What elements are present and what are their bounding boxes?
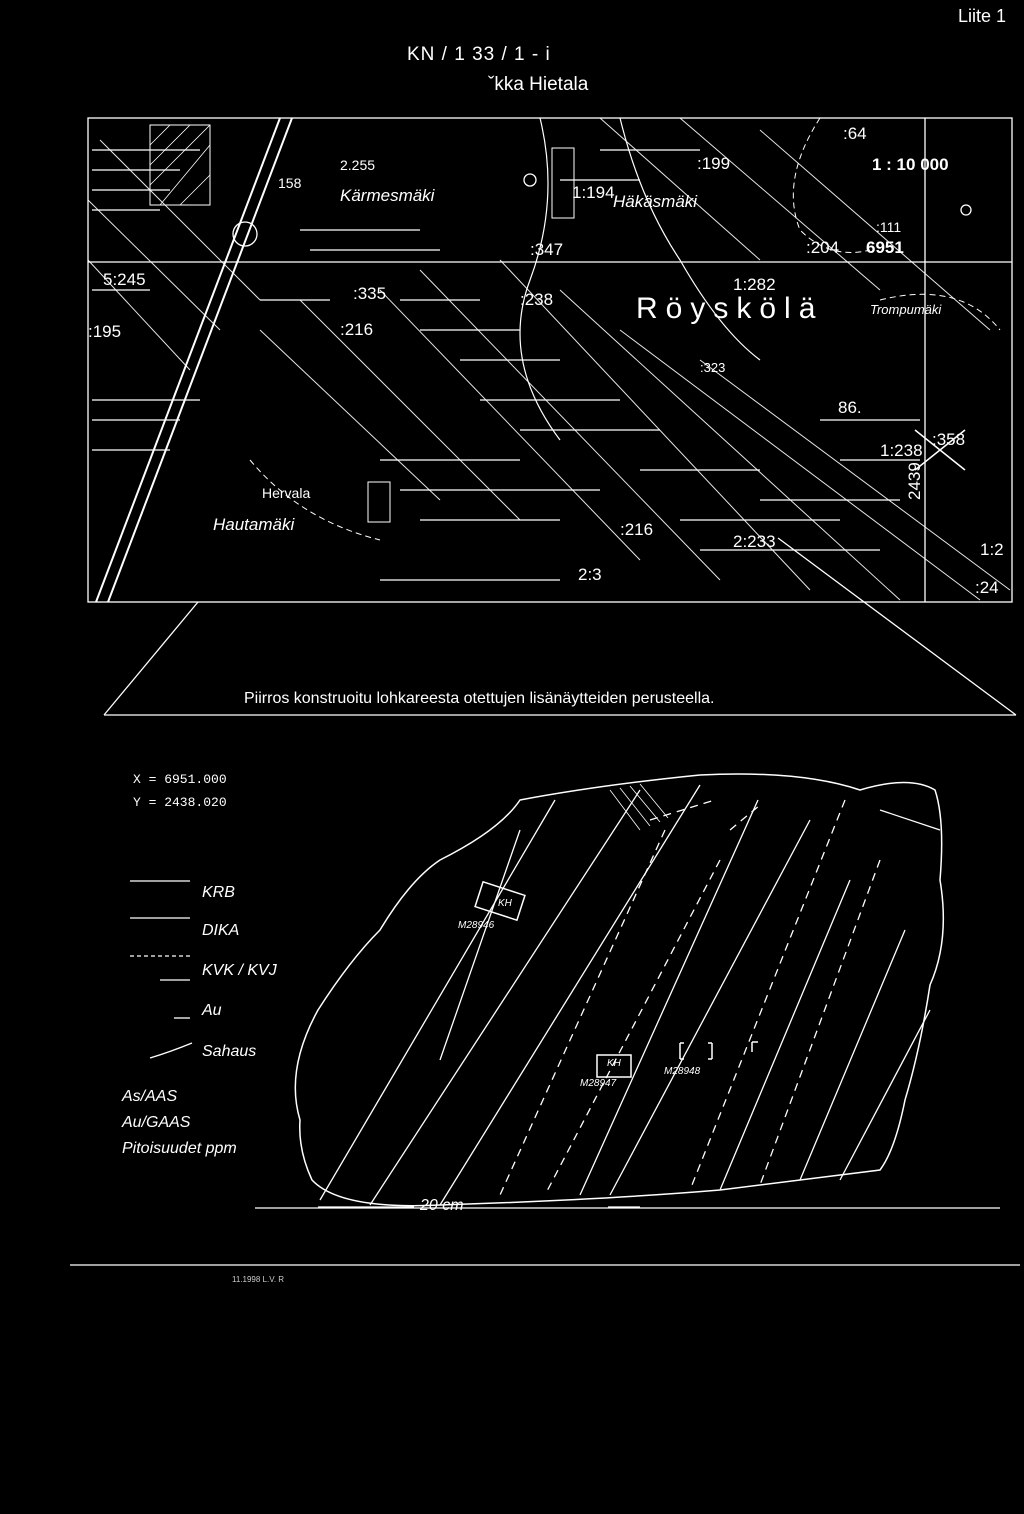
building-block (150, 125, 210, 205)
map-label: :111 (876, 219, 902, 235)
callout-lines (104, 538, 1016, 715)
map-label: 6951 (866, 238, 904, 257)
boulder-drawing (255, 774, 1000, 1208)
map-label: :204 (806, 238, 840, 257)
legend-item-dika: DIKA (202, 922, 240, 939)
boulder-outline (295, 774, 943, 1206)
place-name-trompumaki: Trompumäki (870, 302, 942, 317)
map-label: 2.255 (340, 157, 376, 173)
vein-lines (320, 785, 940, 1205)
map-label: 2:3 (578, 565, 602, 584)
legend-line-sahaus (150, 1043, 192, 1058)
map-label: :323 (700, 360, 726, 375)
legend-item-au: Au (202, 1002, 222, 1019)
sample-box-label: KH (607, 1058, 621, 1069)
map-label: 5:245 (103, 270, 146, 289)
legend-note-as: As/AAS (122, 1088, 178, 1105)
coordinate-x: X = 6951.000 (133, 772, 227, 787)
place-name-hakasmaki: Häkäsmäki (613, 192, 698, 211)
map-label: 1:194 (572, 183, 615, 202)
map-label: :238 (520, 290, 554, 309)
map-label: :335 (353, 284, 387, 303)
coordinate-y: Y = 2438.020 (133, 795, 227, 810)
legend-note-au: Au/GAAS (122, 1114, 191, 1131)
legend-note-ppm: Pitoisuudet ppm (122, 1140, 237, 1157)
map-label: :24 (975, 578, 999, 597)
map-label: :347 (530, 240, 564, 259)
place-name-karmesmaki: Kärmesmäki (340, 186, 435, 205)
map-label: :64 (843, 124, 867, 143)
map-label: :199 (697, 154, 731, 173)
place-name-hautamaki: Hautamäki (213, 515, 295, 534)
map-label: 158 (278, 175, 302, 191)
map-label: :195 (88, 322, 122, 341)
sample-id-m28948: M28948 (664, 1066, 701, 1077)
map-scale-label: 1 : 10 000 (872, 155, 949, 174)
map-label: 1:282 (733, 275, 776, 294)
dashed-veins (500, 800, 880, 1195)
sample-id-m28947: M28947 (580, 1078, 617, 1089)
map-label: 1:238 (880, 441, 923, 460)
legend-symbols (130, 881, 192, 1058)
map-label: :216 (620, 520, 654, 539)
map-label: 2:233 (733, 532, 776, 551)
scale-bar-label: 20 cm (420, 1197, 464, 1214)
map-label: 1:2 (980, 540, 1004, 559)
scale-bar (70, 1207, 1020, 1265)
map-label: 86. (838, 398, 862, 417)
map-caption: Piirros konstruoitu lohkareesta otettujen lisänäytteiden perusteella. (244, 690, 715, 707)
sample-box-label: KH (498, 898, 512, 909)
legend-item-sahaus: Sahaus (202, 1043, 257, 1060)
map-label: :358 (932, 430, 966, 449)
stream (520, 118, 560, 440)
legend-item-kvk: KVK / KVJ (202, 962, 277, 979)
map-reference-title: KN / 1 33 / 1 - i (407, 44, 551, 65)
place-name-hervala: Hervala (262, 485, 311, 501)
place-name-royskola: Röyskölä (636, 292, 824, 325)
legend-item-krb: KRB (202, 884, 235, 901)
date-stamp: 11.1998 L.V. R (232, 1275, 285, 1284)
map-label: :216 (340, 320, 374, 339)
appendix-label: Liite 1 (958, 6, 1007, 26)
sample-box-m28948 (680, 1043, 712, 1059)
map-grid-label-2439: 2439 (905, 462, 924, 500)
sample-id-m28946: M28946 (458, 920, 495, 931)
author-name: ˇkka Hietala (488, 74, 589, 95)
